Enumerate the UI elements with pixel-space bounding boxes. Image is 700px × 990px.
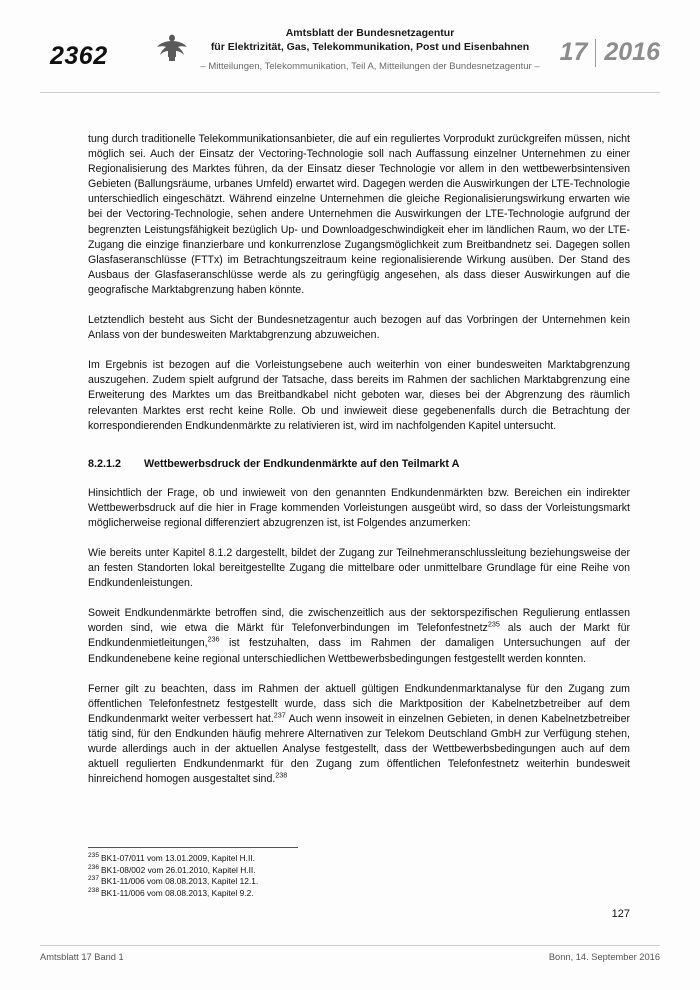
footnote-ref-237: 237 — [273, 710, 286, 720]
paragraph-segment: Soweit Endkundenmärkte betroffen sind, die zwischenzeitlich aus der sektorspezifischen Regulierung entlassen worden sind, wie etwa die Märkt für Telefonverbindungen im Telefonfestnetz — [88, 607, 630, 635]
body-paragraph-with-footnotes — [88, 606, 630, 666]
footnote-marker: 238 — [88, 886, 100, 894]
footnote-text: BK1-08/002 vom 26.01.2010, Kapitel H.II. — [101, 864, 256, 875]
footnote-item — [88, 865, 630, 877]
header-title-block — [200, 26, 540, 74]
header-title-line1: Amtsblatt der Bundesnetzagentur — [285, 27, 455, 39]
footnote-ref-235: 235 — [487, 619, 500, 629]
body-paragraph: tung durch traditionelle Telekommunikationsanbieter, die auf ein reguliertes Vorprodukt zurückgreifen müssen, nicht möglich sei. Auch der Einsatz der Vectoring-Technologie soll nach Auffassung einzelner Unternehmen zu einer Regionalisierung des Marktes führen, da der Einsatz dieser Technologie vor allem in den wettbewerbsintensiven Gebieten (Ballungsräume, urbanes Umfeld) erwartet wird. Dagegen werden die Auswirkungen der LTE-Technologie unterschiedlich eingeschätzt. Während einzelne Unternehmen die gleiche Regionalisierungswirkung erwarten wie bei der Vectoring-Technologie, sehen andere Unternehmen die Auswirkungen der LTE-Technologie aufgrund der begrenzten Leistungsfähigkeit bezüglich Up- und Downloadgeschwindigkeit eher im ländlichen Raum, wo der LTE-Zugang die einzige finanzierbare und konkurrenzlose Zugangsmöglichkeit zum Breitbandnetz sei. Dagegen sollen Glasfaseranschlüsse (FTTx) im Betrachtungszeitraum keine regionalisierende Wirkung ausüben. Der Stand des Ausbaus der Glasfaseranschlüsse werde als zu geringfügig angesehen, als dass dieser Auswirkungen auf die geografische Marktabgrenzung haben könnte. — [88, 133, 630, 296]
footnote-text: BK1-11/006 vom 08.08.2013, Kapitel 9.2. — [101, 887, 254, 898]
section-heading-text: Wettbewerbsdruck der Endkundenmärkte auf den Teilmarkt A — [144, 457, 460, 470]
footnote-ref-236: 236 — [207, 634, 220, 644]
header-page-number: 2362 — [50, 42, 108, 70]
footnote-ref-238: 238 — [275, 770, 288, 780]
document-body — [88, 132, 630, 802]
footnote-text: BK1-11/006 vom 08.08.2013, Kapitel 12.1. — [101, 876, 259, 887]
paragraph-segment: als auch der Markt für Endkundenmietleitungen, — [88, 622, 631, 650]
footnote-item — [88, 853, 630, 865]
body-paragraph-with-footnotes — [88, 682, 630, 788]
header-issue-year: 2016 — [604, 38, 660, 66]
footnote-item — [88, 876, 630, 888]
footnote-item — [88, 888, 630, 900]
footnote-list — [88, 853, 630, 899]
federal-eagle-icon — [155, 26, 189, 66]
page-number-bottom: 127 — [611, 908, 630, 920]
paragraph-segment: Ferner gilt zu beachten, dass im Rahmen der aktuell gültigen Endkundenmarktanalyse für den Zugang zum öffentlichen Telefonfestnetz festgestellt wurde, dass sich die Marktposition der Kabelnetzbetreiber auf dem Endkundenmarkt weiter verbessert hat. — [88, 682, 630, 725]
header-divider — [40, 92, 660, 93]
page-footer — [40, 952, 660, 962]
body-paragraph: Hinsichtlich der Frage, ob und inwieweit von den genannten Endkundenmärkten bzw. Bereichen ein indirekter Wettbewerbsdruck auf die hier in Frage kommenden Vorleistungen ausgeübt wird, so dass der Vorleistungsmarkt möglicherweise regional differenziert abzugrenzen ist, ist Folgendes anzumerken: — [88, 486, 630, 529]
footer-right-text: Bonn, 14. September 2016 — [548, 952, 660, 962]
section-heading-number: 8.2.1.2 — [88, 457, 122, 470]
footnote-marker: 237 — [88, 875, 100, 883]
body-paragraph: Im Ergebnis ist bezogen auf die Vorleistungsebene auch weiterhin von einer bundesweiten Marktabgrenzung auszugehen. Zudem spielt aufgrund der Tatsache, dass bereits im Rahmen der sachlichen Marktabgrenzung eine Erweiterung des Marktes um das Breitbandkabel nicht geboten war, dieses bei der Abgrenzung des räumlich relevanten Marktes erst recht keine Rolle. Ob und inwieweit diese gegebenenfalls durch die Betrachtung der korrespondierenden Endkundenmärkte zu relativieren ist, wird im nachfolgenden Kapitel untersucht. — [88, 359, 630, 432]
footer-left-text: Amtsblatt 17 Band 1 — [40, 952, 124, 962]
paragraph-segment: Auch wenn insoweit in einzelnen Gebieten, in denen Kabelnetzbetreiber tätig sind, für den Endkunden häufig mehrere Alternativen zur Telekom Deutschland GmbH zur Verfügung stehen, wurde allerdings auch in der aktuellen Analyse festgestellt, dass der Wettbewerbsbedingungen auch auf dem aktuell regulierten Endkundenmarkt für den Zugang zum öffentlichen Telefonfestnetz weiterhin bundesweit hinreichend homogen ausgestaltet sind. — [88, 712, 630, 786]
header-issue-block — [560, 38, 660, 67]
body-paragraph: Letztendlich besteht aus Sicht der Bundesnetzagentur auch bezogen auf das Vorbringen der Unternehmen kein Anlass von der bundesweiten Marktabgrenzung abzuweichen. — [88, 314, 630, 342]
page-header — [40, 22, 660, 84]
footnote-text: BK1-07/011 vom 13.01.2009, Kapitel H.II. — [101, 853, 255, 863]
body-paragraph: Wie bereits unter Kapitel 8.1.2 dargestellt, bildet der Zugang zur Teilnehmeranschlussleitung beziehungsweise der an festen Standorten lokal bereitgestellte Zugang die mittelbare oder unmittelbare Grundlage für eine Reihe von Endkundenleistungen. — [88, 546, 630, 590]
paragraph-segment: ist festzuhalten, dass im Rahmen der damaligen Untersuchungen auf der Endkundenebene keine regional unterschiedlichen Wettbewerbsbedingungen festgestellt werden konnten. — [88, 637, 630, 665]
section-heading — [88, 457, 630, 471]
header-title-line2: für Elektrizität, Gas, Telekommunikation, Post und Eisenbahnen — [210, 41, 530, 53]
footnote-marker: 235 — [88, 852, 100, 860]
header-subtitle: – Mitteilungen, Telekommunikation, Teil A, Mitteilungen der Bundesnetzagentur – — [200, 61, 540, 72]
footer-divider — [40, 945, 660, 946]
header-issue-number: 17 — [559, 38, 588, 66]
footnote-divider — [88, 847, 298, 848]
footnote-marker: 236 — [88, 863, 100, 871]
